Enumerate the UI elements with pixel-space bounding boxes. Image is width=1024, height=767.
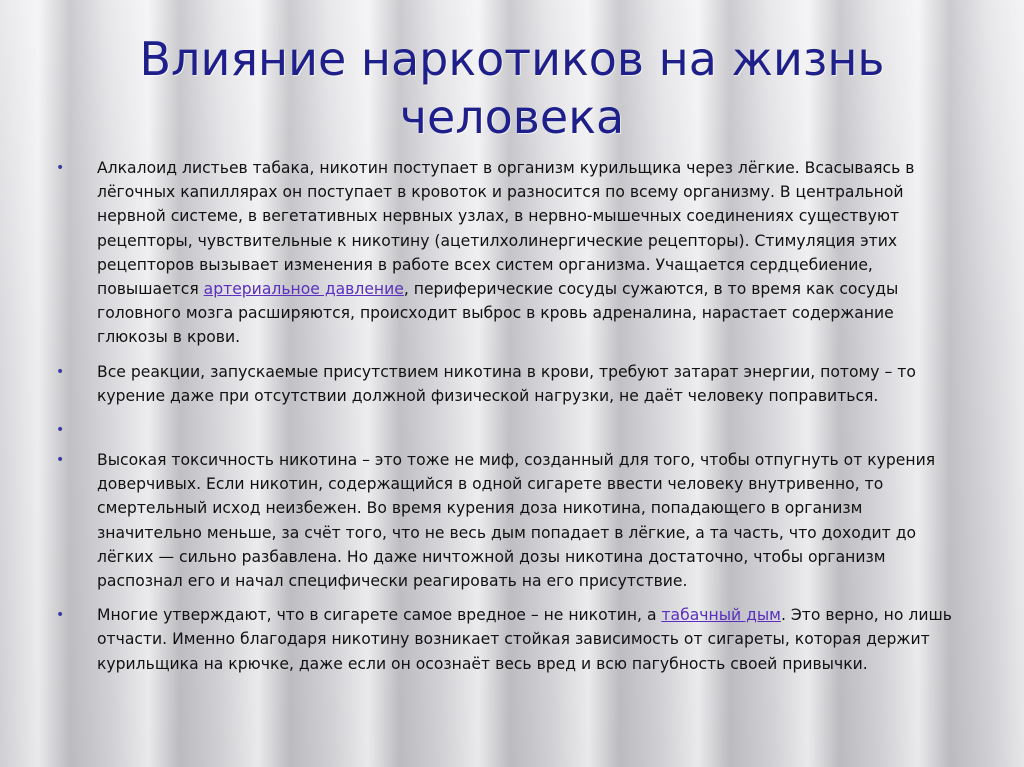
bullet-2-text: Все реакции, запускаемые присутствием никотина в крови, требуют затарат энергии, потому – то курение даже при отсутствии должной физической нагрузки, не даёт человеку поправиться.	[97, 362, 916, 405]
title-line-1: Влияние наркотиков на жизнь	[139, 32, 885, 86]
bullet-list	[56, 156, 956, 686]
bullet-item-3-empty	[56, 418, 956, 442]
bullet-icon: •	[56, 422, 65, 439]
link-arterial-pressure[interactable]: артериальное давление	[203, 280, 404, 299]
bullet-item-4	[56, 448, 956, 593]
bullet-item-1	[56, 156, 956, 350]
bullet-5-text-post: . Это верно, но лишь отчасти. Именно благодаря никотину возникает стойкая зависимость от сигареты, которая держит курильщика на крючке, даже если он осознаёт весь вред и всю пагубность своей привычки.	[97, 606, 952, 673]
bullet-icon: •	[56, 160, 65, 176]
bullet-1-text-pre: Алкалоид листьев табака, никотин поступает в организм курильщика через лёгкие. Всасываясь в лёгочных капиллярах он поступает в кровоток и разносится по всему организму. В центральной нервной системе, в вегетативных нервных узлах, в нервно-мышечных соединениях существуют рецепторы, чувствительные к никотину (ацетилхолинергические рецепторы). Стимуляция этих рецепторов вызывает изменения в работе всех систем организма. Учащается сердцебиение, повышается	[97, 159, 915, 299]
bullet-item-5	[56, 603, 956, 676]
bullet-1-text-post: , периферические сосуды сужаются, в то время как сосуды головного мозга расширяются, происходит выброс в кровь адреналина, нарастает содержание глюкозы в крови.	[97, 280, 899, 347]
bullet-5-text-pre: Многие утверждают, что в сигарете самое вредное – не никотин, а	[97, 606, 662, 625]
slide-title	[60, 30, 964, 146]
bullet-icon: •	[56, 363, 65, 380]
title-line-2: человека	[399, 90, 625, 144]
bullet-icon: •	[56, 452, 65, 469]
bullet-item-2	[56, 360, 956, 408]
link-tobacco-smoke[interactable]: табачный дым	[661, 606, 781, 625]
bullet-icon: •	[56, 607, 65, 624]
bullet-4-text: Высокая токсичность никотина – это тоже не миф, созданный для того, чтобы отпугнуть от курения доверчивых. Если никотин, содержащийся в одной сигарете ввести человеку внутривенно, то смертельный исход неизбежен. Во время курения доза никотина, попадающего в организм значительно меньше, за счёт того, что не весь дым попадает в лёгкие, а та часть, что доходит до лёгких — сильно разбавлена. Но даже ничтожной дозы никотина достаточно, чтобы организм распознал его и начал специфически реагировать на его присутствие.	[97, 451, 936, 591]
